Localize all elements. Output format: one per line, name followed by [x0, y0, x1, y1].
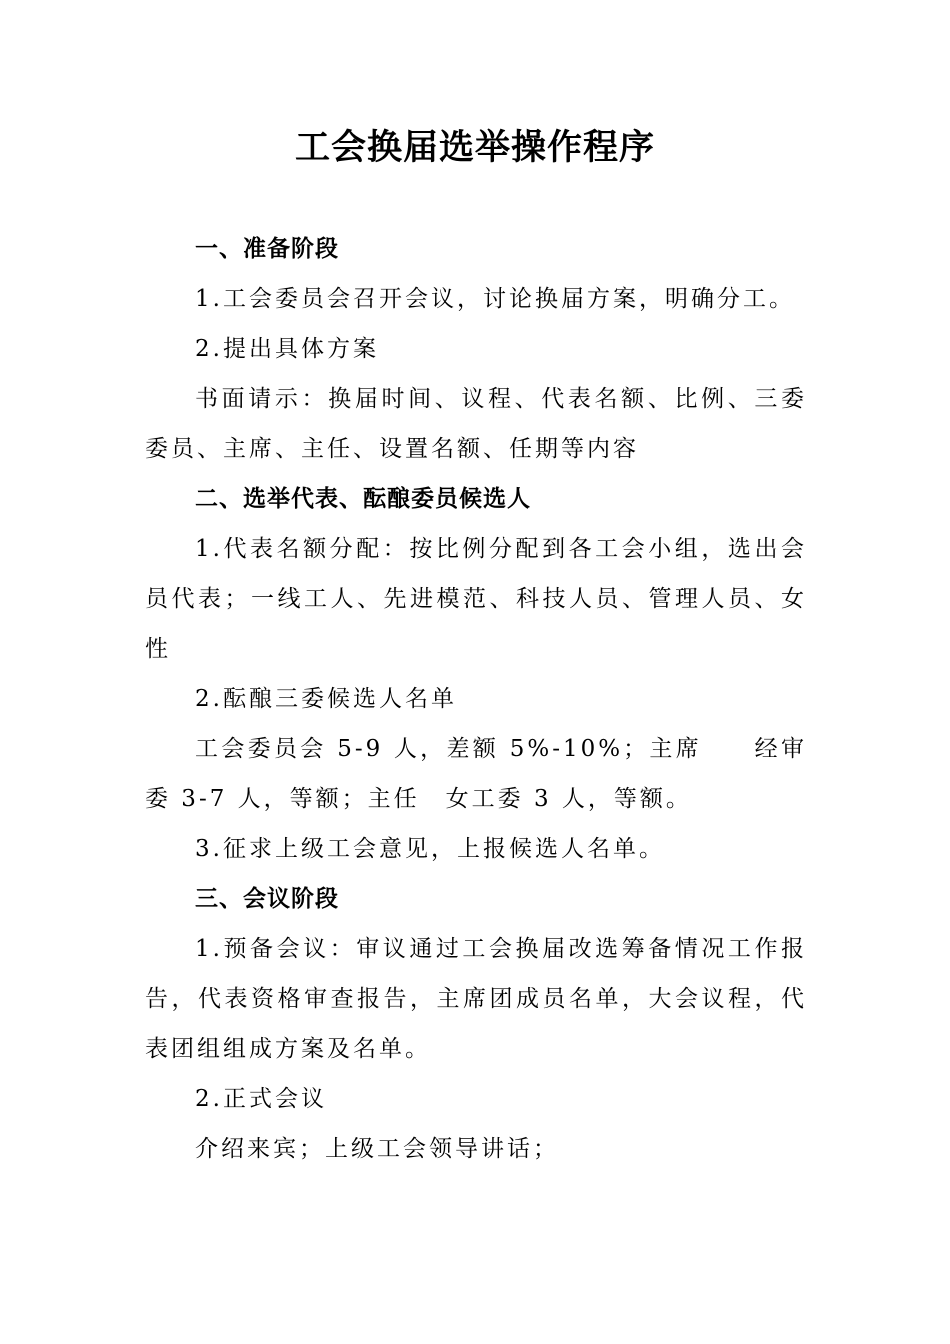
paragraph: 1.预备会议：审议通过工会换届改选筹备情况工作报告，代表资格审查报告，主席团成员名单，大会议程，代表团组组成方案及名单。 — [145, 936, 807, 1062]
paragraph: 工会委员会 5-9 人，差额 5%-10%；主席 经审委 3-7 人，等额；主任 女工委 3 人，等额。 — [145, 736, 807, 812]
paragraph: 1.工会委员会召开会议，讨论换届方案，明确分工。 — [195, 286, 795, 312]
paragraph: 书面请示：换届时间、议程、代表名额、比例、三委委员、主席、主任、设置名额、任期等内容 — [145, 386, 807, 462]
paragraph: 2.正式会议 — [195, 1086, 327, 1112]
paragraph: 2.提出具体方案 — [195, 336, 379, 362]
paragraph: 2.酝酿三委候选人名单 — [195, 686, 457, 712]
paragraph: 介绍来宾；上级工会领导讲话； — [195, 1136, 559, 1162]
section-heading-election: 二、选举代表、酝酿委员候选人 — [195, 486, 531, 512]
document-title: 工会换届选举操作程序 — [294, 127, 655, 168]
paragraph: 3.征求上级工会意见，上报候选人名单。 — [195, 836, 665, 862]
section-heading-meeting: 三、会议阶段 — [195, 886, 339, 912]
paragraph: 1.代表名额分配：按比例分配到各工会小组，选出会员代表；一线工人、先进模范、科技人员、管理人员、女性 — [145, 536, 807, 662]
section-heading-preparation: 一、准备阶段 — [195, 236, 339, 262]
